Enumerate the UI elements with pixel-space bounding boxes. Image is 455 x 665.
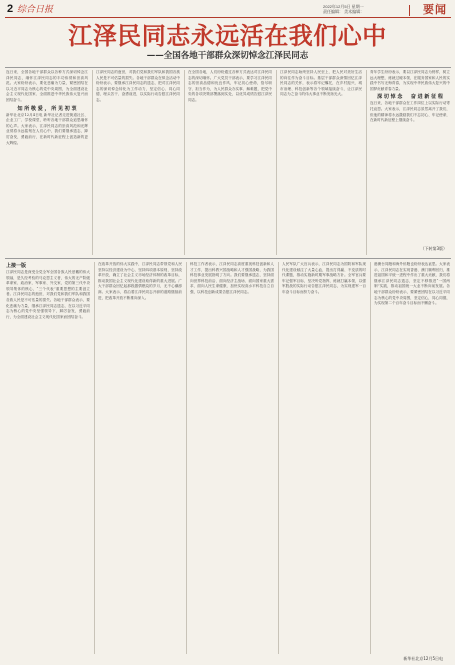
- lower-column-2: [98, 262, 182, 654]
- column-divider: [276, 70, 277, 255]
- article-text: 江泽民同志始终坚持人民至上，把人民对美好生活的向往作为奋斗目标。基层干部群众深情回忆江泽民同志的关怀，表示将牢记嘱托，在乡村振兴、城市治理、科技创新等各个领域接续奋斗，让江泽民同志为之奋斗的伟大事业不断发扬光大。: [280, 70, 362, 97]
- column-divider: [94, 262, 95, 654]
- continued-note: （下转第3版）: [420, 246, 447, 251]
- subheadline: ——全国各地干部群众深切悼念江泽民同志: [146, 51, 309, 61]
- column-divider: [278, 262, 279, 654]
- article-text: 在改革开放的伟大实践中，江泽民同志带领党和人民坚持以经济建设为中心，坚持四项基本原则，坚持改革开放，确立了社会主义市场经济体制的改革目标，推动我国社会主义现代化建设取得新的重大进展。广大干部群众回忆起那段激情燃烧的岁月，无不心潮澎湃。大家表示，将沿着江泽民同志开辟的道路继续前进，把改革开放不断推向深入。: [98, 262, 182, 300]
- subsection-title: 知 所 敬 爱 ， 所 见 初 衷: [17, 105, 77, 112]
- article-text: 在全国各地，人们纷纷通过各种方式表达对江泽民同志的深切缅怀。广大党员干部表示，要学习江泽民同志的崇高品德和优良作风，牢记初心使命，恪尽职守、担当作为，为人民群众办实事、解难题，把党中央的各项决策部署落到实处，以优异成绩告慰江泽民同志。: [188, 70, 272, 102]
- masthead-separator: [409, 5, 410, 16]
- upper-column-1: [6, 70, 88, 255]
- paper-name: 综合日报: [17, 4, 54, 14]
- column-divider: [186, 262, 187, 654]
- dateline-date: 2022年12月5日 星期一: [323, 4, 364, 9]
- page-number: 2: [7, 3, 14, 15]
- section-rule: [5, 258, 451, 259]
- lower-column-4: [282, 262, 366, 654]
- masthead: [5, 3, 451, 18]
- lower-column-1: [6, 262, 90, 654]
- article-text: 人民军队广大官兵表示，江泽民同志为国防和军队现代化建设倾注了大量心血，提出打得赢、不变质的时代课题，推动实施新时期军事战略方针。全军官兵要牢记强军目标，坚决听党指挥，练就打赢本领，以强军胜战的实际行动告慰江泽民同志，为实现建军一百年奋斗目标而努力奋斗。: [282, 262, 366, 294]
- column-divider: [366, 70, 367, 255]
- lower-column-5: [374, 262, 450, 654]
- article-text: 青年学生纷纷表示，要以江泽民同志为榜样，树立远大理想，练就过硬本领，在服务国家和人民的实践中书写无悔青春，为实现中华民族伟大复兴的中国梦贡献青春力量。: [370, 70, 450, 91]
- continuation-head: 上接一版: [6, 263, 27, 269]
- upper-column-4: [280, 70, 362, 255]
- section-label: 要闻: [423, 3, 447, 16]
- headline-rule: [5, 67, 451, 68]
- column-divider: [184, 70, 185, 255]
- article-lead: 连日来，全国各地干部群众以各种方式深切悼念江泽民同志，缅怀江泽民同志的丰功伟绩和崇高风范。大家纷纷表示，要化悲痛为力量，紧密团结在以习近平同志为核心的党中央周围，为全面建设社会主义现代化国家、全面推进中华民族伟大复兴而团结奋斗。: [6, 70, 88, 102]
- dateline: [323, 4, 403, 14]
- upper-column-5: [370, 70, 450, 245]
- subsection-title: 深 切 悼 念 奋 进 新 征 程: [377, 94, 443, 101]
- article-text: 港澳台同胞和海外侨胞也纷纷表达哀思。大家表示，江泽民同志在实现香港、澳门顺利回归，推进祖国和平统一进程中作出了重大贡献，我们将继承江泽民同志遗志，坚定不移推进“一国两制”实践，推动祖国统一大业不断向前发展。各地干部群众纷纷表示，要紧密团结在以习近平同志为核心的党中央周围，坚定信心，同心同德，为实现第二个百年奋斗目标而不懈奋斗。: [374, 262, 450, 306]
- footer-note: 新华社北京12月5日电: [403, 656, 443, 661]
- upper-column-3: [188, 70, 272, 255]
- column-divider: [370, 262, 371, 654]
- lower-column-3: [190, 262, 274, 654]
- article-text: 江泽民同志是深受全党全军全国各族人民爱戴的伟大领袖，是久经考验的马克思主义者，伟大的无产阶级革命家、政治家、军事家、外交家，党的第三代中央领导集体的核心，“三个代表”重要思想的主要创立者。江泽民同志的逝世，对我们党和我们军队和我国各族人民是不可估量的损失。各地干部群众表示，要化悲痛为力量，继承江泽民同志遗志，在以习近平同志为核心的党中央坚强领导下，踔厉奋发，勇毅前行，为全面建设社会主义现代化国家而团结奋斗。: [6, 270, 90, 319]
- article-text: 连日来，各地干部群众在工作岗位上以实际行动寄托哀思。大家表示，江泽民同志虽然离开了我们，但他的精神将永远激励我们不忘初心、牢记使命，在新时代新征程上继续奋斗。: [370, 101, 450, 123]
- article-text: 科技工作者表示，江泽民同志高度重视科技创新和人才工作，提出科教兴国战略和人才强国战略，为我国科技事业发展指明了方向。我们要继承遗志，坚持面向世界科技前沿、面向经济主战场、面向国家重大需求、面向人民生命健康，加快实现高水平科技自立自强，以科技创新成果告慰江泽民同志。: [190, 262, 274, 294]
- column-divider: [92, 70, 93, 255]
- article-text: 新华社北京12月4日电 新华社记者走进街道社区、企业工厂、学校课堂，聆听各地干部群众追思缅怀的心声。大家表示，江泽民同志的崇高风范和光辉业绩将永远铭刻在人们心中，我们要继承遗志，踔厉奋发，勇毅前行，在新时代新征程上创造新的更大辉煌。: [6, 112, 88, 145]
- dateline-editors: 责任编辑： 美术编辑：: [323, 9, 365, 14]
- headline: 江泽民同志永远活在我们心中: [68, 22, 387, 50]
- upper-column-2: [96, 70, 180, 255]
- article-text: 江泽民同志的逝世，对我们党和我们军队和我国各族人民是不可估量的损失。各地干部群众在悼念活动中纷纷表示，要继承江泽民同志的遗志，把对江泽民同志的深切悼念转化为工作动力，坚定信心、同心同德，埋头苦干、奋勇前进，以实际行动告慰江泽民同志。: [96, 70, 180, 102]
